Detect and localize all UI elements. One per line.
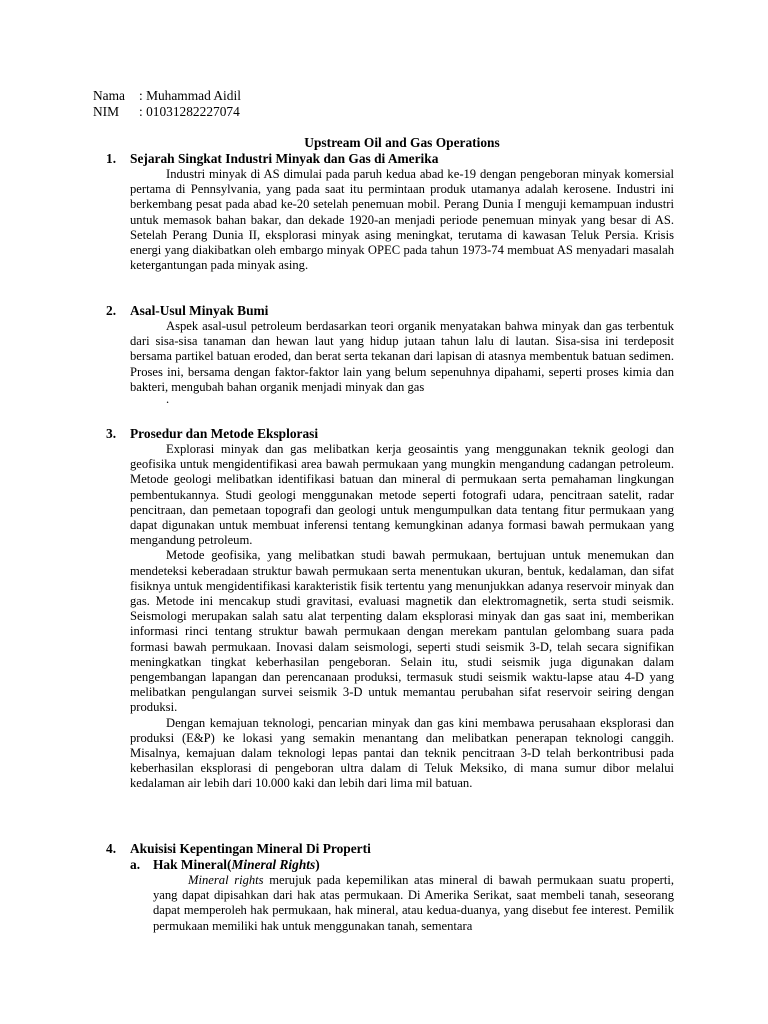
paragraph: Industri minyak di AS dimulai pada paruh kedua abad ke-19 dengan pengeboran minyak komersial pertama di Pennsylvania, yang pada saat itu permintaan produk utamanya adalah kerosene. Industri ini berkembang pesat pada abad ke-20 setelah penemuan mobil. Perang Dunia I menguji kemampuan industri untuk memasok bahan bakar, dan dekade 1920-an menjadi periode penemuan minyak yang besar di AS. Setelah Perang Dunia II, eksplorasi minyak asing meningkat, terutama di kawasan Teluk Persia. Krisis energi yang diakibatkan oleh embargo minyak OPEC pada tahun 1973-74 membuat AS menyadari masalah ketergantungan pada minyak asing. — [130, 167, 674, 273]
trailing-mark: . — [166, 392, 170, 407]
nim-value: : 01031282227074 — [139, 104, 240, 119]
section-title: Sejarah Singkat Industri Minyak dan Gas di Amerika — [130, 151, 439, 166]
paragraph: Dengan kemajuan teknologi, pencarian minyak dan gas kini membawa perusahaan eksplorasi dan produksi (E&P) ke lokasi yang semakin menantang dan melibatkan penerapan teknologi canggih. Misalnya, kemajuan dalam teknologi lepas pantai dan teknik pencitraan 3-D telah berkontribusi pada keberhasilan eksplorasi di pengeboran ultra dalam di Teluk Meksiko, di mana sumur dibor melalui kedalaman air lebih dari 10.000 kaki dan lebih dari lima mil batuan. — [130, 715, 674, 791]
section-heading — [93, 841, 674, 857]
subsection-title-italic: Mineral Rights — [231, 857, 316, 872]
section-number: 4. — [106, 841, 117, 856]
paragraph: Metode geofisika, yang melibatkan studi bawah permukaan, bertujuan untuk menemukan dan mendeteksi keberadaan struktur bawah permukaan serta menentukan ukuran, bentuk, kedalaman, dan sifat fisiknya untuk mengidentifikasi karakteristik fisik tertentu yang menunjukkan adanya reservoir minyak dan gas. Metode ini mencakup studi gravitasi, evaluasi magnetik dan elektromagnetik, serta studi seismik. Seismologi merupakan salah satu alat terpenting dalam eksplorasi minyak dan gas saat ini, memberikan informasi rinci tentang struktur bawah permukaan dengan merekam pantulan gelombang suara pada formasi bawah permukaan. Inovasi dalam seismologi, seperti studi seismik 3-D, telah secara signifikan meningkatkan tingkat keberhasilan pengeboran. Selain itu, studi seismik juga digunakan dalam pengembangan lapangan dan perencanaan produksi, termasuk studi seismik waktu-lapse atau 4-D yang melibatkan pengulangan survei seismik 3-D untuk memantau perubahan sifat reservoir seiring dengan produksi. — [130, 548, 674, 715]
name-line — [93, 88, 241, 104]
section-title: Asal-Usul Minyak Bumi — [130, 303, 269, 318]
section-heading — [93, 426, 674, 442]
section-2 — [93, 303, 674, 407]
subsection-heading — [93, 857, 674, 873]
section-number: 3. — [106, 426, 117, 441]
name-label: Nama — [93, 88, 125, 103]
section-number: 2. — [106, 303, 117, 318]
paragraph-lead-italic: Mineral rights — [188, 873, 264, 887]
subsection-title-plain: Hak Mineral( — [153, 857, 232, 872]
section-1 — [93, 151, 674, 273]
section-heading — [93, 303, 674, 319]
section-heading — [93, 151, 674, 167]
subsection-title-close: ) — [315, 857, 320, 872]
name-value: : Muhammad Aidil — [139, 88, 241, 103]
section-title: Akuisisi Kepentingan Mineral Di Properti — [130, 841, 371, 856]
document-title: Upstream Oil and Gas Operations — [304, 135, 500, 150]
subsection-letter: a. — [130, 857, 141, 872]
section-4 — [93, 841, 674, 934]
section-title: Prosedur dan Metode Eksplorasi — [130, 426, 319, 441]
section-number: 1. — [106, 151, 117, 166]
paragraph-body: merujuk pada kepemilikan atas mineral di bawah permukaan suatu properti, yang dapat dipisahkan dari hak atas permukaan. Di Amerika Serikat, saat membeli tanah, seseorang dapat memperoleh hak permukaan, hak mineral, atau kedua-duanya, yang disebut fee interest. Pemilik permukaan memiliki hak untuk menggunakan tanah, sementara — [153, 873, 674, 933]
nim-line — [93, 104, 240, 120]
nim-label: NIM — [93, 104, 120, 119]
section-3 — [93, 426, 674, 792]
paragraph: Explorasi minyak dan gas melibatkan kerja geosaintis yang menggunakan teknik geologi dan geofisika untuk mengidentifikasi area bawah permukaan yang mungkin mengandung cadangan petroleum. Metode geologi melibatkan identifikasi batuan dan mineral di permukaan serta pemahaman lingkungan pembentukannya. Studi geologi menggunakan metode seperti fotografi udara, pencitraan satelit, radar pencitraan, dan pemetaan topografi dan geologi untuk mengumpulkan data tentang fitur permukaan yang dapat digunakan untuk membuat inferensi tentang kemungkinan adanya formasi bawah permukaan yang mengandung petroleum. — [130, 442, 674, 548]
paragraph: Aspek asal-usul petroleum berdasarkan teori organik menyatakan bahwa minyak dan gas terbentuk dari sisa-sisa tanaman dan hewan laut yang hidup jutaan tahun lalu di lautan. Sisa-sisa ini terdeposit bersama partikel batuan eroded, dan berat serta tekanan dari lapisan di atasnya membentuk batuan sedimen. Proses ini, bersama dengan faktor-faktor lain yang belum sepenuhnya dipahami, seperti proses kimia dan bakteri, mengubah bahan organik menjadi minyak dan gas — [130, 319, 674, 394]
paragraph — [153, 873, 674, 934]
